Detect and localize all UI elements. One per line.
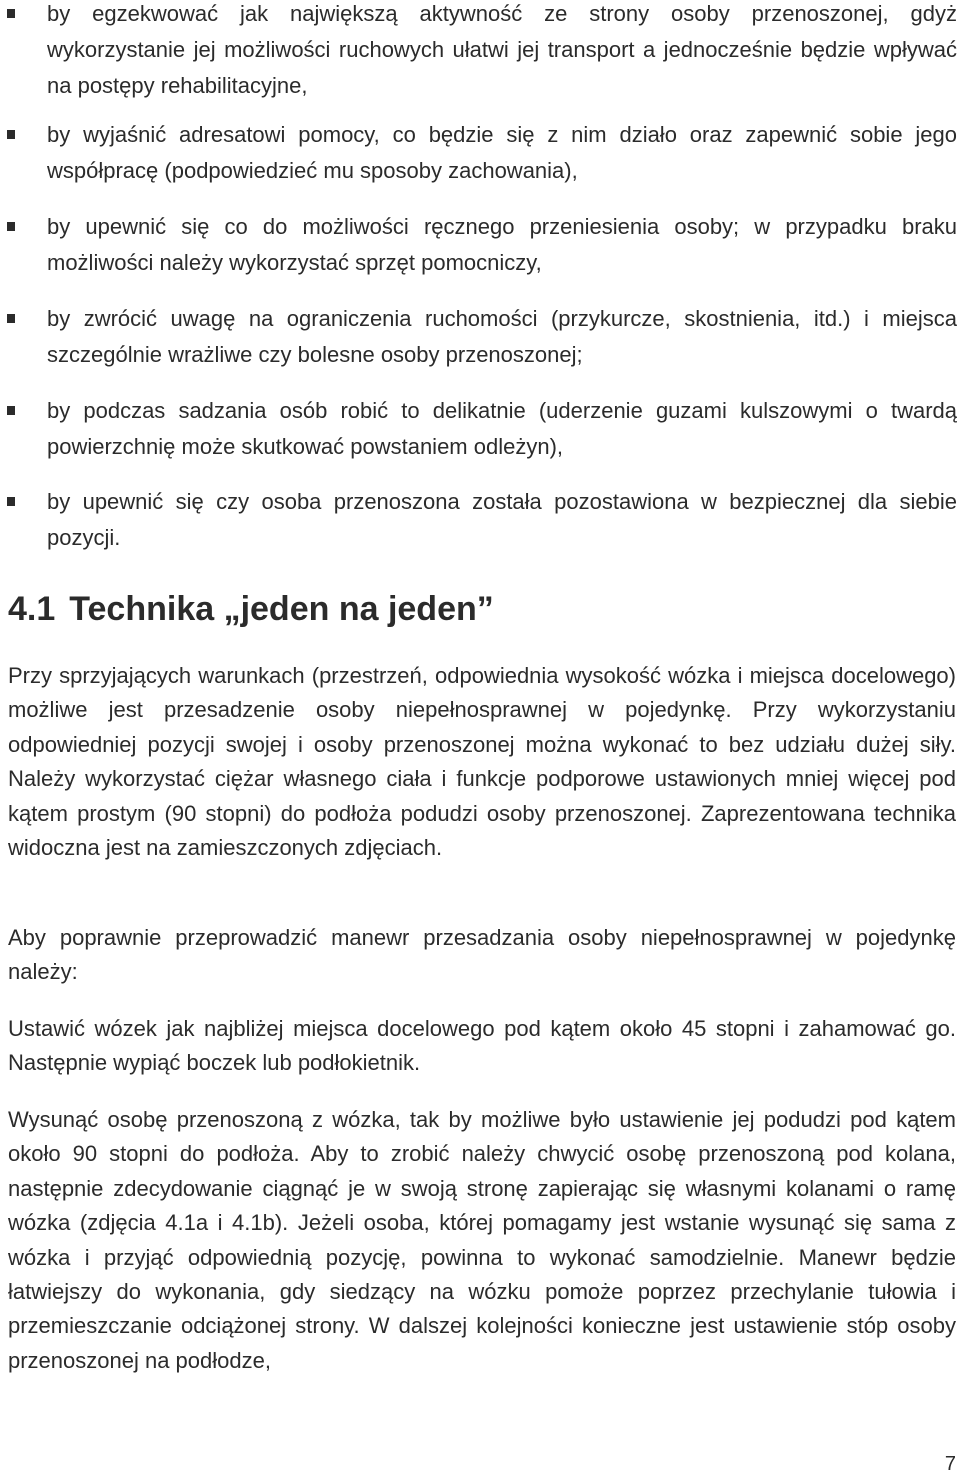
body-paragraph: Wysunąć osobę przenoszoną z wózka, tak by możliwe było ustawienie jej podudzi pod kątem około 90 stopni do podłoża. Aby to zrobić należy chwycić osobę przenoszoną pod kolana, następnie zdecydowanie ciągnąć je w swoją stronę zapierając się własnymi kolanami o ramę wózka (zdjęcia 4.1a i 4.1b). Jeżeli osoba, której pomagamy jest wstanie wysunąć się sama z wózka i przyjąć odpowiednią pozycję, powinna to wykonać samodzielnie. Manewr będzie łatwiejszy do wykonania, gdy siedzący na wózku pomoże poprzez przechylanie tułowia i przemieszczanie odciążonej strony. W dalszej kolejności konieczne jest ustawienie stóp osoby przenoszonej na podłodze, — [8, 1107, 956, 1373]
section-heading — [8, 588, 494, 630]
square-bullet-icon — [7, 314, 15, 323]
list-item-text: by wyjaśnić adresatowi pomocy, co będzie się z nim działo oraz zapewnić sobie jego współpracę (podpowiedzieć mu sposoby zachowania), — [47, 122, 957, 183]
list-item-text: by egzekwować jak największą aktywność ze strony osoby przenoszonej, gdyż wykorzystanie jej możliwości ruchowych ułatwi jej transport a jednocześnie będzie wpływać na postępy rehabilitacyjne, — [47, 1, 957, 98]
body-paragraph: Ustawić wózek jak najbliżej miejsca docelowego pod kątem około 45 stopni i zahamować go. Następnie wypiąć boczek lub podłokietnik. — [8, 1016, 956, 1076]
list-item-text: by upewnić się czy osoba przenoszona została pozostawiona w bezpiecznej dla siebie pozycji. — [47, 489, 957, 550]
list-item-text: by podczas sadzania osób robić to delikatnie (uderzenie guzami kulszowymi o twardą powierzchnię może skutkować powstaniem odleżyn), — [47, 398, 957, 459]
list-item-text: by upewnić się co do możliwości ręcznego przeniesienia osoby; w przypadku braku możliwości należy wykorzystać sprzęt pomocniczy, — [47, 214, 957, 275]
page-number: 7 — [944, 1453, 956, 1475]
square-bullet-icon — [7, 497, 15, 506]
square-bullet-icon — [7, 222, 15, 231]
square-bullet-icon — [7, 9, 15, 18]
square-bullet-icon — [7, 130, 15, 139]
list-item-text: by zwrócić uwagę na ograniczenia ruchomości (przykurcze, skostnienia, itd.) i miejsca szczególnie wrażliwe czy bolesne osoby przenoszonej; — [47, 306, 957, 367]
section-number: 4.1 — [8, 590, 56, 628]
square-bullet-icon — [7, 406, 15, 415]
section-title: Technika „jeden na jeden” — [69, 590, 494, 628]
body-paragraph: Aby poprawnie przeprowadzić manewr przesadzania osoby niepełnosprawnej w pojedynkę należy: — [8, 925, 956, 985]
body-paragraph: Przy sprzyjających warunkach (przestrzeń, odpowiednia wysokość wózka i miejsca docelowego) możliwe jest przesadzenie osoby niepełnosprawnej w pojedynkę. Przy wykorzystaniu odpowiedniej pozycji swojej i osoby przenoszonej można wykonać to bez udziału dużej siły. Należy wykorzystać ciężar własnego ciała i funkcje podporowe ustawionych mniej więcej pod kątem prostym (90 stopni) do podłoża podudzi osoby przenoszonej. Zaprezentowana technika widoczna jest na zamieszczonych zdjęciach. — [8, 663, 956, 861]
